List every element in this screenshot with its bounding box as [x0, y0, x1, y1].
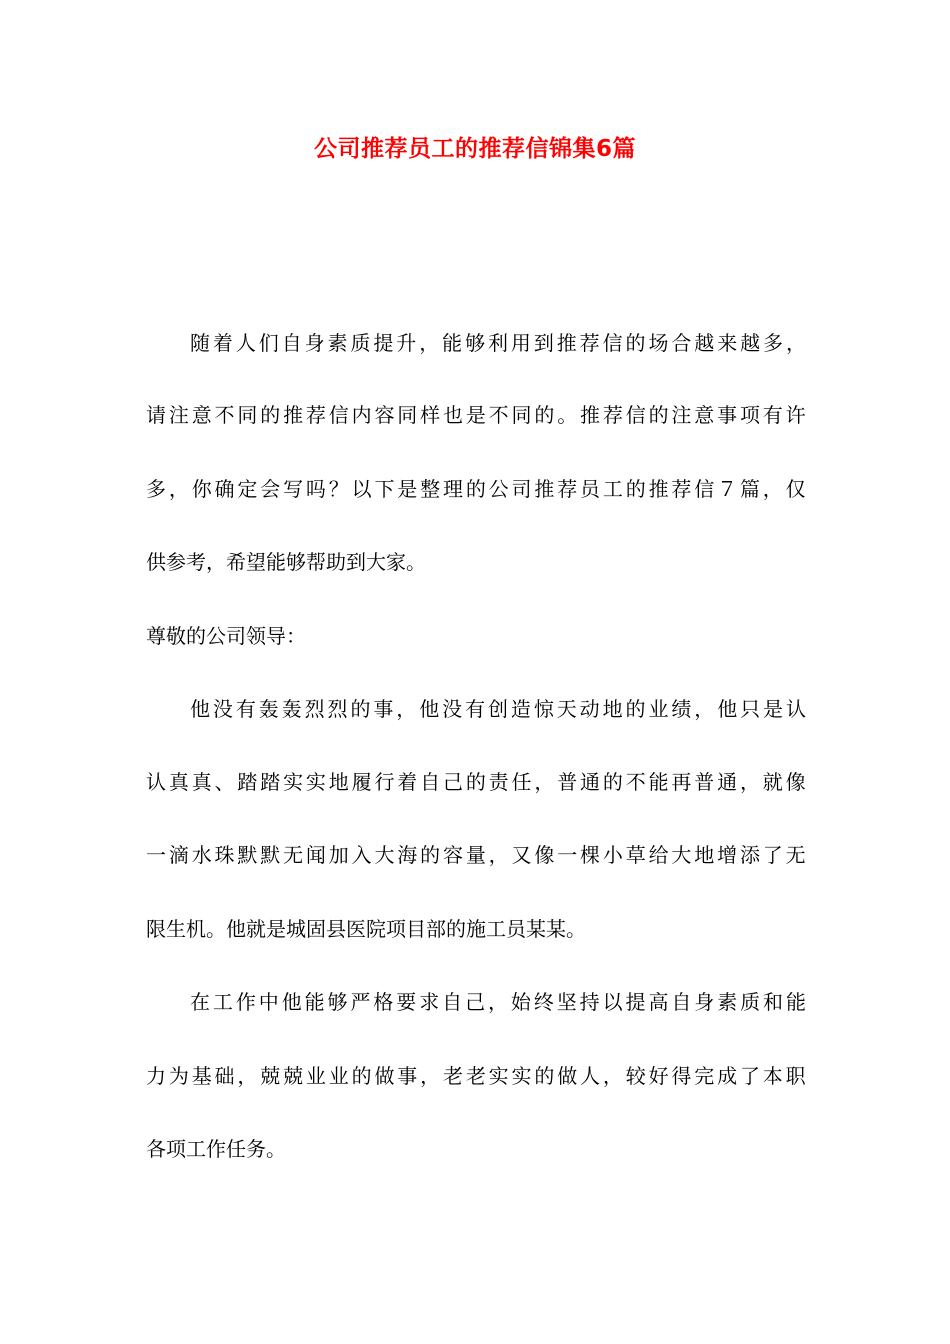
line-char: 信 — [328, 403, 349, 427]
line-char: 事 — [373, 697, 394, 721]
line-char: 中 — [258, 990, 279, 1014]
line-char: 员 — [580, 477, 601, 501]
line-char: 确 — [214, 477, 235, 501]
line-char: 够 — [465, 331, 486, 355]
line-char: 不 — [214, 403, 235, 427]
line-char: 终 — [533, 990, 554, 1014]
line-char: 、 — [214, 770, 235, 794]
line-char: 公 — [206, 624, 226, 648]
line-char: 质 — [740, 990, 761, 1014]
line-char: 作 — [235, 990, 256, 1014]
line-char: 工 — [602, 477, 623, 501]
line-char: ， — [694, 697, 715, 721]
line-char: 许 — [785, 403, 806, 427]
line-char: 做 — [374, 1064, 395, 1088]
line-char: 荐 — [305, 403, 326, 427]
line-char: 的 — [465, 770, 486, 794]
line-char: 实 — [305, 770, 326, 794]
line-char: 能 — [785, 990, 806, 1014]
line-char: 。 — [406, 550, 426, 574]
line-char: 得 — [671, 1064, 692, 1088]
line-char: 你 — [191, 477, 212, 501]
line-char: 定 — [237, 477, 258, 501]
line-char: 工 — [486, 917, 506, 941]
line-char: 一 — [146, 843, 166, 867]
line-char: 务 — [246, 1137, 266, 1161]
line-char: 望 — [246, 550, 266, 574]
line-char: 到 — [533, 331, 554, 355]
line-char: 注 — [671, 403, 692, 427]
line-char: 自 — [281, 331, 302, 355]
line-char: 到 — [346, 550, 366, 574]
line-char: ， — [739, 770, 760, 794]
line-char: 烈 — [327, 697, 348, 721]
line-char: ， — [487, 990, 508, 1014]
line-char: 增 — [717, 843, 738, 867]
line-char: 坚 — [556, 990, 577, 1014]
line-char: 同 — [397, 403, 418, 427]
line-char: 绩 — [671, 697, 692, 721]
line-char: 越 — [694, 331, 715, 355]
line-char: 多 — [763, 331, 784, 355]
line-char: 行 — [374, 770, 395, 794]
line-char: 多 — [146, 477, 166, 501]
line-char: 就 — [246, 917, 266, 941]
line-char: 任 — [511, 770, 532, 794]
line-char: 不 — [488, 403, 509, 427]
line-char: 意 — [191, 403, 212, 427]
line-char: 老 — [465, 1064, 486, 1088]
line-char: 自 — [671, 990, 692, 1014]
line-char: 提 — [625, 990, 646, 1014]
line-char: 城 — [286, 917, 306, 941]
line-char: 再 — [671, 770, 692, 794]
line-char: 本 — [762, 1064, 783, 1088]
line-char: 以 — [351, 477, 372, 501]
line-char: 项 — [386, 917, 406, 941]
line-char: 他 — [717, 697, 738, 721]
line-char: 老 — [442, 1064, 463, 1088]
line-char: 希 — [226, 550, 246, 574]
line-char: 的 — [534, 1064, 555, 1088]
line-char: 随 — [190, 331, 210, 355]
line-char: 能 — [304, 990, 325, 1014]
line-char: 考 — [186, 550, 206, 574]
line-char: 。 — [557, 403, 578, 427]
line-char: 了 — [739, 1064, 760, 1088]
line-char: 人 — [580, 1064, 601, 1088]
line-char: 的 — [465, 477, 486, 501]
line-char: 荐 — [579, 331, 600, 355]
line-char: 通 — [717, 770, 738, 794]
line-char: ， — [420, 1064, 441, 1088]
line-char: 着 — [212, 331, 233, 355]
line-char: 荐 — [602, 403, 623, 427]
line-char: 造 — [510, 697, 531, 721]
line-char: 有 — [235, 697, 256, 721]
line-char: 一 — [557, 843, 578, 867]
line-char: 像 — [785, 770, 806, 794]
line-char: 来 — [717, 331, 738, 355]
line-char: ， — [534, 770, 555, 794]
line-char: 持 — [579, 990, 600, 1014]
line-char: 的 — [625, 697, 646, 721]
line-char: 工 — [186, 1137, 206, 1161]
line-char: 履 — [351, 770, 372, 794]
line-char: 的 — [534, 403, 555, 427]
line-char: 的 — [625, 331, 646, 355]
line-char: 是 — [763, 697, 784, 721]
line-char: 身 — [694, 990, 715, 1014]
line-char: 司 — [226, 624, 246, 648]
line-char: 大 — [366, 550, 386, 574]
paragraph-line — [146, 474, 806, 504]
line-char: 要 — [396, 990, 417, 1014]
line-char: 容 — [374, 403, 395, 427]
line-char: 员 — [506, 917, 526, 941]
line-char: 作 — [206, 1137, 226, 1161]
line-char: ， — [762, 477, 783, 501]
line-char: 写 — [283, 477, 304, 501]
line-char: 始 — [510, 990, 531, 1014]
line-char: 帮 — [306, 550, 326, 574]
line-char: 基 — [191, 1064, 212, 1088]
line-char: 棵 — [580, 843, 601, 867]
line-char: 加 — [328, 843, 349, 867]
line-char: 默 — [260, 843, 281, 867]
line-char: 无 — [283, 843, 304, 867]
line-char: 动 — [579, 697, 600, 721]
line-char: 医 — [346, 917, 366, 941]
line-char: 添 — [739, 843, 760, 867]
line-char: ７ — [717, 477, 738, 501]
line-char: 同 — [237, 403, 258, 427]
line-char: 不 — [625, 770, 646, 794]
line-char: 做 — [557, 1064, 578, 1088]
line-char: 为 — [168, 1064, 189, 1088]
salutation-line — [146, 621, 806, 651]
line-char: 的 — [602, 770, 623, 794]
line-char: 给 — [648, 843, 669, 867]
line-char: 。 — [566, 917, 586, 941]
line-char: 较 — [625, 1064, 646, 1088]
line-char: 推 — [534, 477, 555, 501]
line-char: 无 — [785, 843, 806, 867]
line-char: 责 — [488, 770, 509, 794]
line-char: 业 — [328, 1064, 349, 1088]
line-char: 会 — [260, 477, 281, 501]
line-char: 普 — [557, 770, 578, 794]
line-char: 踏 — [237, 770, 258, 794]
line-char: 吗 — [305, 477, 326, 501]
line-char: 部 — [426, 917, 446, 941]
line-char: 兢 — [260, 1064, 281, 1088]
line-char: 大 — [374, 843, 395, 867]
document-title: 公司推荐员工的推荐信锦集6篇 — [313, 136, 636, 162]
line-char: 地 — [328, 770, 349, 794]
line-char: ， — [602, 1064, 623, 1088]
line-char: 业 — [648, 697, 669, 721]
line-char: 事 — [397, 1064, 418, 1088]
line-char: 质 — [350, 331, 371, 355]
line-char: 他 — [226, 917, 246, 941]
line-char: 项 — [739, 403, 760, 427]
paragraph-line — [146, 767, 806, 797]
line-char: 没 — [442, 697, 463, 721]
line-char: 成 — [717, 1064, 738, 1088]
line-char: 的 — [648, 403, 669, 427]
line-char: 篇 — [739, 477, 760, 501]
line-char: 参 — [166, 550, 186, 574]
line-char: 他 — [281, 990, 302, 1014]
line-char: 认 — [785, 697, 806, 721]
line-char: 升 — [396, 331, 417, 355]
line-char: 同 — [511, 403, 532, 427]
line-char: 真 — [168, 770, 189, 794]
line-char: 推 — [283, 403, 304, 427]
line-char: 珠 — [214, 843, 235, 867]
line-char: 司 — [511, 477, 532, 501]
line-char: 大 — [671, 843, 692, 867]
line-char: 。 — [206, 917, 226, 941]
line-char: 业 — [305, 1064, 326, 1088]
line-char: 们 — [258, 331, 279, 355]
line-char: 仅 — [785, 477, 806, 501]
line-char: 他 — [419, 697, 440, 721]
line-char: 闻 — [305, 843, 326, 867]
line-char: 场 — [648, 331, 669, 355]
line-char: 生 — [166, 917, 186, 941]
line-char: 容 — [442, 843, 463, 867]
line-char: 机 — [186, 917, 206, 941]
line-char: 尊 — [146, 624, 166, 648]
line-char: 荐 — [557, 477, 578, 501]
line-char: 只 — [740, 697, 761, 721]
line-char: 天 — [556, 697, 577, 721]
line-char: 限 — [146, 917, 166, 941]
line-char: 院 — [366, 917, 386, 941]
line-char: 县 — [326, 917, 346, 941]
line-char: 领 — [246, 624, 266, 648]
line-char: 的 — [350, 697, 371, 721]
line-char: 请 — [146, 403, 166, 427]
line-char: 信 — [602, 331, 623, 355]
line-char: 的 — [420, 843, 441, 867]
paragraph-line — [190, 328, 806, 358]
line-char: ， — [488, 843, 509, 867]
line-char: 信 — [694, 477, 715, 501]
line-char: 荐 — [671, 477, 692, 501]
paragraph-line — [146, 400, 806, 430]
line-char: 导 — [266, 624, 286, 648]
line-char: 严 — [350, 990, 371, 1014]
line-char: 是 — [397, 477, 418, 501]
line-char: 草 — [625, 843, 646, 867]
paragraph-line — [190, 694, 806, 724]
line-char: 着 — [397, 770, 418, 794]
line-char: 水 — [191, 843, 212, 867]
line-char: 身 — [304, 331, 325, 355]
line-char: 轰 — [281, 697, 302, 721]
line-char: 像 — [534, 843, 555, 867]
line-char: 求 — [419, 990, 440, 1014]
line-char: 有 — [465, 697, 486, 721]
line-char: 踏 — [260, 770, 281, 794]
line-char: 有 — [762, 403, 783, 427]
line-char: 己 — [465, 990, 486, 1014]
line-char: 是 — [465, 403, 486, 427]
line-char: 己 — [442, 770, 463, 794]
line-char: 认 — [146, 770, 166, 794]
line-char: 能 — [266, 550, 286, 574]
line-char: 助 — [326, 550, 346, 574]
line-char: 滴 — [168, 843, 189, 867]
line-char: 通 — [580, 770, 601, 794]
line-char: 础 — [214, 1064, 235, 1088]
line-char: 实 — [283, 770, 304, 794]
line-char: 整 — [420, 477, 441, 501]
paragraph-line — [190, 987, 806, 1017]
line-char: 素 — [327, 331, 348, 355]
line-char: 又 — [511, 843, 532, 867]
line-char: 内 — [351, 403, 372, 427]
line-char: 项 — [166, 1137, 186, 1161]
line-char: 各 — [146, 1137, 166, 1161]
line-char: 施 — [466, 917, 486, 941]
line-char: 了 — [762, 843, 783, 867]
line-char: 某 — [526, 917, 546, 941]
line-char: 。 — [266, 1137, 286, 1161]
line-char: 自 — [442, 990, 463, 1014]
line-char: ， — [785, 331, 806, 355]
line-char: 推 — [556, 331, 577, 355]
line-char: 实 — [488, 1064, 509, 1088]
line-char: 工 — [212, 990, 233, 1014]
line-char: 信 — [625, 403, 646, 427]
line-char: 推 — [648, 477, 669, 501]
line-char: 烈 — [304, 697, 325, 721]
line-char: 默 — [237, 843, 258, 867]
line-char: 目 — [406, 917, 426, 941]
line-char: 用 — [510, 331, 531, 355]
line-char: 他 — [190, 697, 210, 721]
line-char: 兢 — [283, 1064, 304, 1088]
line-char: 就 — [762, 770, 783, 794]
line-char: 能 — [442, 331, 463, 355]
line-char: ， — [396, 697, 417, 721]
line-char: 力 — [146, 1064, 166, 1088]
line-char: 利 — [487, 331, 508, 355]
line-char: 固 — [306, 917, 326, 941]
line-char: 样 — [420, 403, 441, 427]
line-char: 好 — [648, 1064, 669, 1088]
line-char: 没 — [212, 697, 233, 721]
line-char: 惊 — [533, 697, 554, 721]
paragraph-line — [146, 914, 806, 944]
line-char: 普 — [694, 770, 715, 794]
paragraph-line — [146, 547, 806, 577]
line-char: 以 — [602, 990, 623, 1014]
line-char: 也 — [442, 403, 463, 427]
line-char: 职 — [785, 1064, 806, 1088]
line-char: 意 — [694, 403, 715, 427]
line-char: 的 — [351, 1064, 372, 1088]
line-char: 提 — [373, 331, 394, 355]
line-char: 素 — [717, 990, 738, 1014]
line-char: 和 — [763, 990, 784, 1014]
line-char: 人 — [235, 331, 256, 355]
line-char: ， — [237, 1064, 258, 1088]
line-char: 量 — [465, 843, 486, 867]
line-char: 任 — [226, 1137, 246, 1161]
line-char: 的 — [260, 403, 281, 427]
line-char: 格 — [373, 990, 394, 1014]
line-char: 地 — [694, 843, 715, 867]
line-char: 某 — [546, 917, 566, 941]
line-char: 注 — [168, 403, 189, 427]
line-char: 海 — [397, 843, 418, 867]
paragraph-line — [146, 1134, 806, 1164]
line-char: 下 — [374, 477, 395, 501]
line-char: 事 — [717, 403, 738, 427]
paragraph-line — [146, 1061, 806, 1091]
line-char: 推 — [580, 403, 601, 427]
line-char: 是 — [266, 917, 286, 941]
line-char: 小 — [602, 843, 623, 867]
line-char: 敬 — [166, 624, 186, 648]
line-char: 实 — [511, 1064, 532, 1088]
line-char: 入 — [351, 843, 372, 867]
line-char: 够 — [286, 550, 306, 574]
line-char: 完 — [694, 1064, 715, 1088]
line-char: 地 — [602, 697, 623, 721]
line-char: ， — [206, 550, 226, 574]
line-char: 的 — [446, 917, 466, 941]
line-char: 能 — [648, 770, 669, 794]
line-char: 在 — [190, 990, 210, 1014]
line-char: 公 — [488, 477, 509, 501]
line-char: 合 — [671, 331, 692, 355]
line-char: ： — [286, 624, 306, 648]
line-char: 供 — [146, 550, 166, 574]
paragraph-line — [146, 840, 806, 870]
line-char: 高 — [648, 990, 669, 1014]
line-char: 家 — [386, 550, 406, 574]
line-char: 越 — [740, 331, 761, 355]
line-char: 自 — [420, 770, 441, 794]
line-char: 理 — [442, 477, 463, 501]
line-char: 真 — [191, 770, 212, 794]
line-char: ， — [168, 477, 189, 501]
line-char: 轰 — [258, 697, 279, 721]
line-char: 的 — [625, 477, 646, 501]
line-char: 够 — [327, 990, 348, 1014]
line-char: 创 — [487, 697, 508, 721]
line-char: ， — [419, 331, 440, 355]
line-char: ？ — [328, 477, 349, 501]
line-char: 的 — [186, 624, 206, 648]
